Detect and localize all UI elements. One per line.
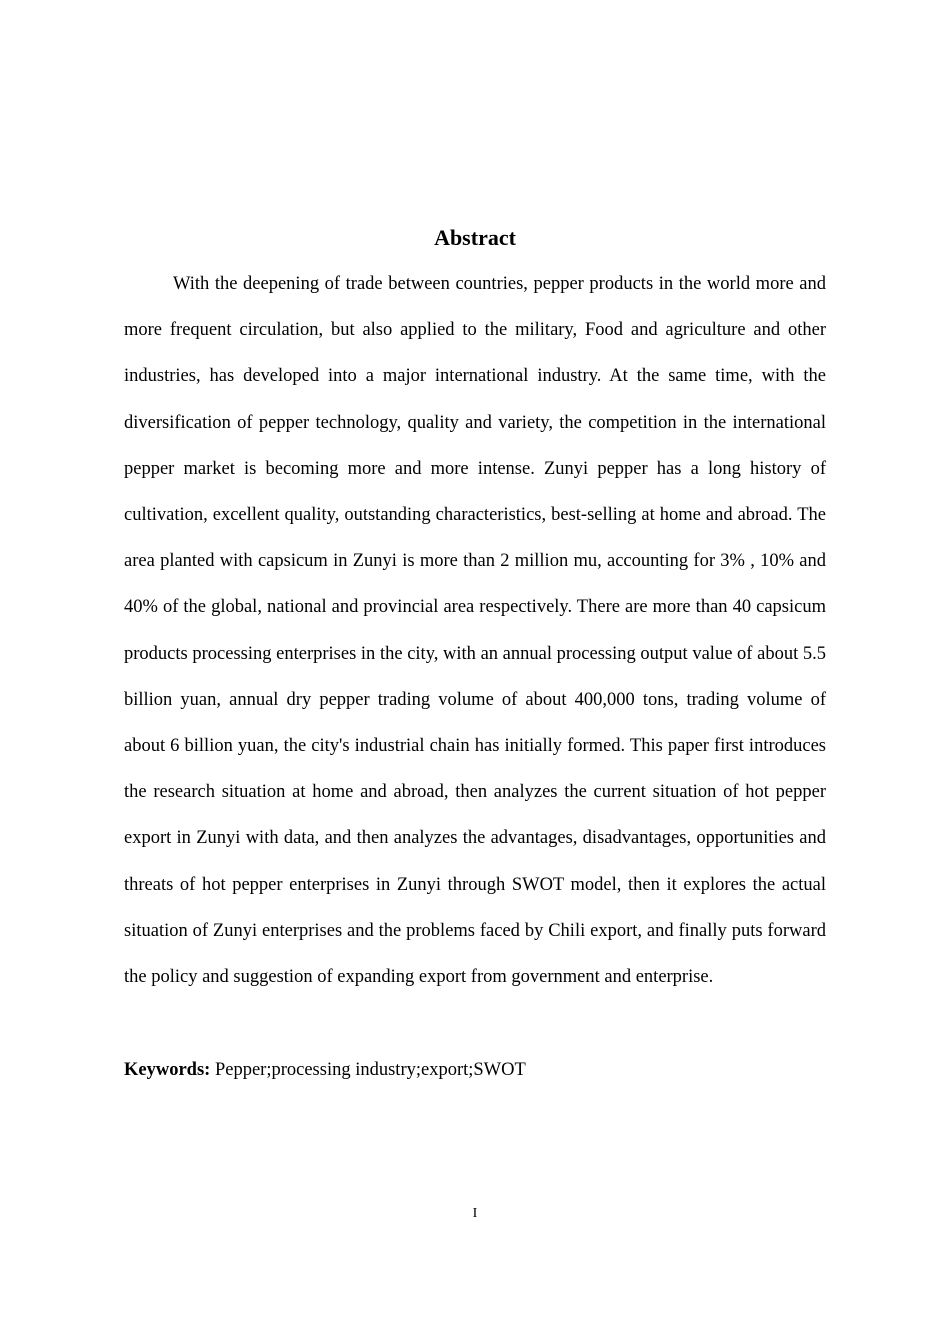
abstract-body: With the deepening of trade between countries, pepper products in the world more and more frequent circulation, but also applied to the military, Food and agriculture and other industries, has developed into a major international industry. At the same time, with the diversification of pepper technology, quality and variety, the competition in the international pepper market is becoming more and more intense. Zunyi pepper has a long history of cultivation, excellent quality, outstanding characteristics, best-selling at home and abroad. The area planted with capsicum in Zunyi is more than 2 million mu, accounting for 3% , 10% and 40% of the global, national and provincial area respectively. There are more than 40 capsicum products processing enterprises in the city, with an annual processing output value of about 5.5 billion yuan, annual dry pepper trading volume of about 400,000 tons, trading volume of about 6 billion yuan, the city's industrial chain has initially formed. This paper first introduces the research situation at home and abroad, then analyzes the current situation of hot pepper export in Zunyi with data, and then analyzes the advantages, disadvantages, opportunities and threats of hot pepper enterprises in Zunyi through SWOT model, then it explores the actual situation of Zunyi enterprises and the problems faced by Chili export, and finally puts forward the policy and suggestion of expanding export from government and enterprise.: [124, 274, 826, 988]
keywords-label: Keywords:: [124, 1060, 211, 1080]
abstract-title: Abstract: [434, 225, 516, 250]
page-number: I: [472, 1206, 478, 1221]
keywords-line: [124, 1047, 826, 1093]
keywords-value: Pepper;processing industry;export;SWOT: [210, 1060, 526, 1080]
